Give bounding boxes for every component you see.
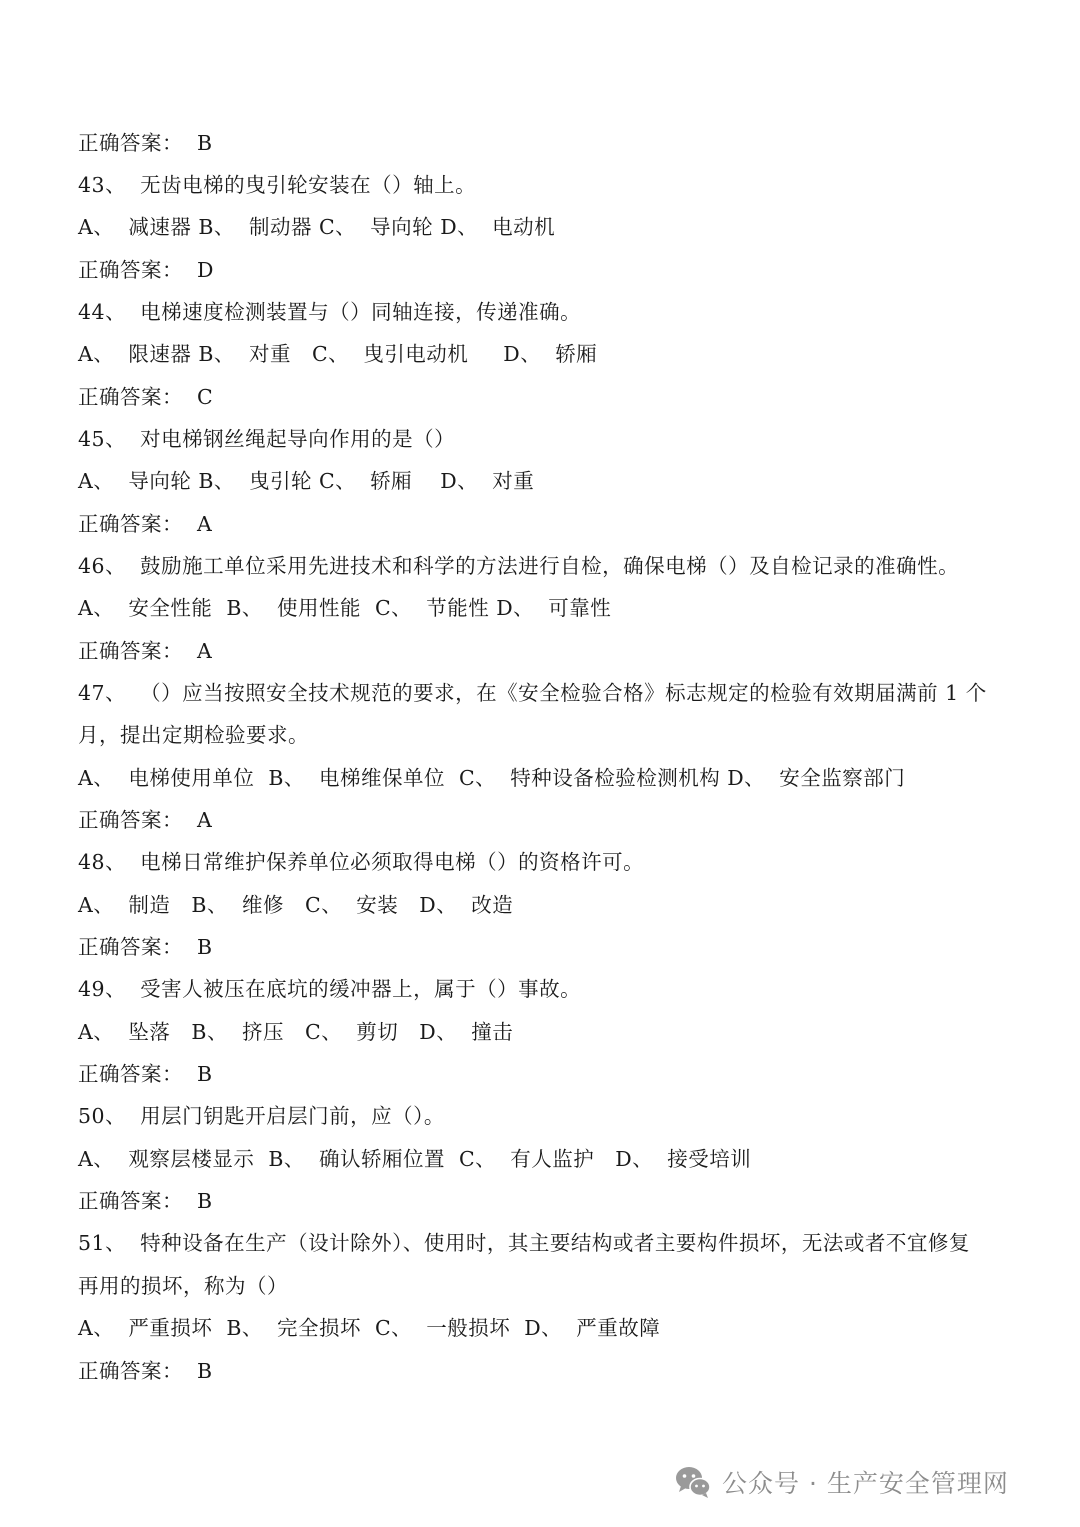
options-line: A、 安全性能 B、 使用性能 C、 节能性 D、 可靠性	[78, 596, 612, 620]
answer-line: 正确答案： D	[78, 258, 214, 282]
options-line: A、 坠落 B、 挤压 C、 剪切 D、 撞击	[78, 1020, 514, 1044]
question-line: 49、 受害人被压在底坑的缓冲器上，属于（）事故。	[78, 977, 582, 1001]
question-line: 43、 无齿电梯的曳引轮安装在（）轴上。	[78, 173, 477, 197]
answer-line: 正确答案： A	[78, 639, 213, 663]
answer-line: 正确答案： B	[78, 935, 213, 959]
answer-line: 正确答案： C	[78, 385, 214, 409]
question-line: 51、 特种设备在生产（设计除外）、使用时，其主要结构或者主要构件损坏，无法或者不宜修复	[78, 1231, 970, 1255]
question-line: 47、 （）应当按照安全技术规范的要求，在《安全检验合格》标志规定的检验有效期届满前 1 个	[78, 681, 987, 705]
question-line-continued: 月，提出定期检验要求。	[78, 723, 309, 747]
answer-line: 正确答案： A	[78, 808, 213, 832]
answer-line: 正确答案： B	[78, 1359, 213, 1383]
watermark-text: 公众号 · 生产安全管理网	[722, 1469, 1009, 1498]
options-line: A、 限速器 B、 对重 C、 曳引电动机 D、 轿厢	[78, 342, 598, 366]
question-line: 44、 电梯速度检测装置与（）同轴连接，传递准确。	[78, 300, 582, 324]
question-line: 45、 对电梯钢丝绳起导向作用的是（）	[78, 427, 456, 451]
answer-line: 正确答案： B	[78, 131, 213, 155]
wechat-icon	[674, 1465, 712, 1499]
question-line: 46、 鼓励施工单位采用先进技术和科学的方法进行自检，确保电梯（）及自检记录的准确性。	[78, 554, 960, 578]
wechat-watermark	[674, 1462, 1009, 1502]
answer-line: 正确答案： A	[78, 512, 213, 536]
question-line-continued: 再用的损坏，称为（）	[78, 1274, 288, 1298]
question-line: 50、 用层门钥匙开启层门前，应（）。	[78, 1104, 445, 1128]
answer-line: 正确答案： B	[78, 1062, 213, 1086]
options-line: A、 严重损坏 B、 完全损坏 C、 一般损坏 D、 严重故障	[78, 1316, 661, 1340]
options-line: A、 观察层楼显示 B、 确认轿厢位置 C、 有人监护 D、 接受培训	[78, 1147, 752, 1171]
question-line: 48、 电梯日常维护保养单位必须取得电梯（）的资格许可。	[78, 850, 645, 874]
options-line: A、 电梯使用单位 B、 电梯维保单位 C、 特种设备检验检测机构 D、 安全监察部门	[78, 766, 906, 790]
answer-line: 正确答案： B	[78, 1189, 213, 1213]
options-line: A、 导向轮 B、 曳引轮 C、 轿厢 D、 对重	[78, 469, 535, 493]
options-line: A、 减速器 B、 制动器 C、 导向轮 D、 电动机	[78, 215, 556, 239]
options-line: A、 制造 B、 维修 C、 安装 D、 改造	[78, 893, 514, 917]
